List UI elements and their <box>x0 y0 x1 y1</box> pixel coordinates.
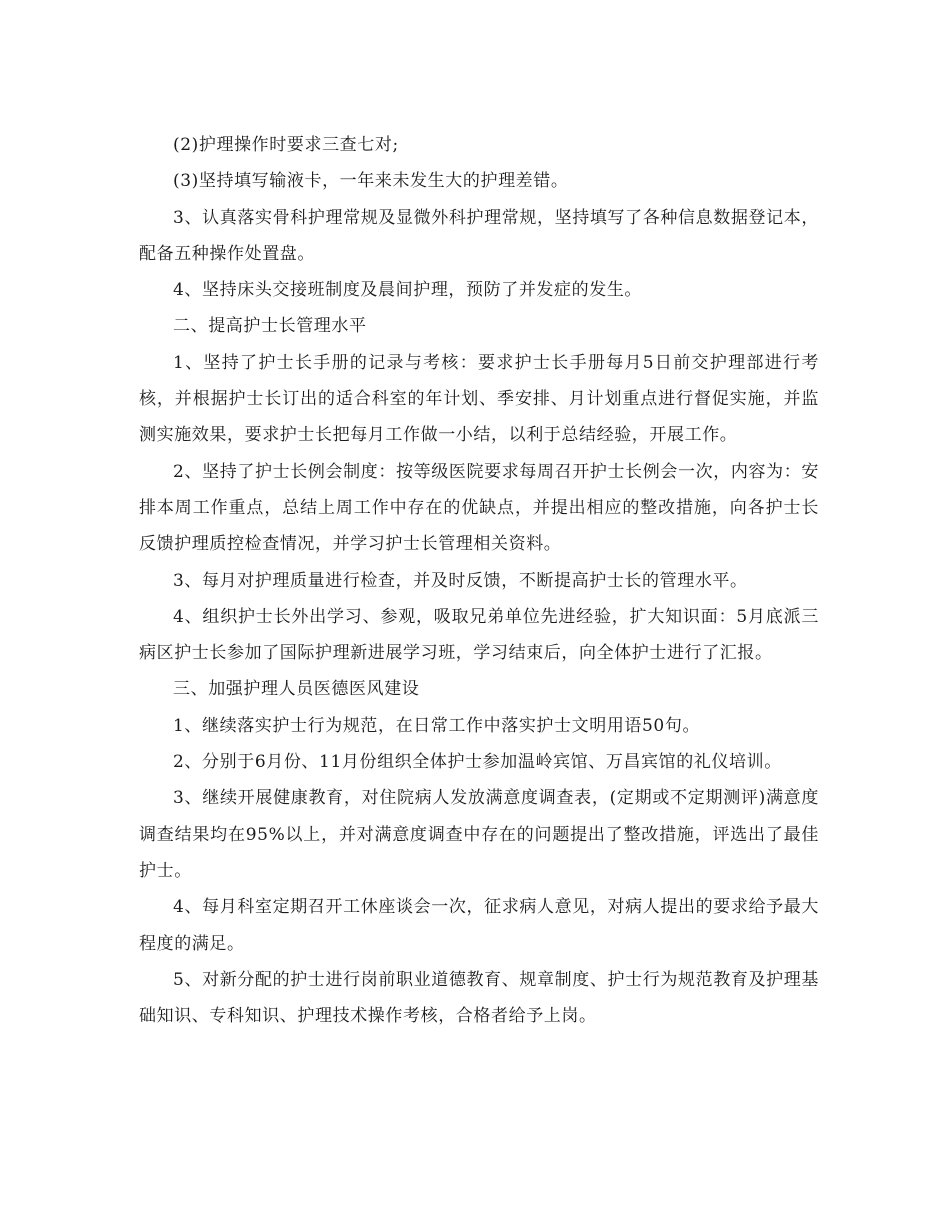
document-body <box>139 127 819 1034</box>
paragraph-item-orthopedic-care: 3、认真落实骨科护理常规及显微外科护理常规，坚持填写了各种信息数据登记本，配备五种操作处置盘。 <box>139 207 819 264</box>
paragraph-item-head-nurse-manual: 1、坚持了护士长手册的记录与考核：要求护士长手册每月5日前交护理部进行考核，并根据护士长订出的适合科室的年计划、季安排、月计划重点进行督促实施，并监测实施效果，要求护士长把每月工作做一小结，以利于总结经验，开展工作。 <box>139 352 819 446</box>
paragraph-item-2-rule: (2)护理操作时要求三查七对; <box>173 135 399 155</box>
paragraph-item-etiquette-training: 2、分别于6月份、11月份组织全体护士参加温岭宾馆、万昌宾馆的礼仪培训。 <box>173 752 782 773</box>
paragraph-item-health-education: 3、继续开展健康教育，对住院病人发放满意度调查表，(定期或不定期测评)满意度调查结果均在95%以上，并对满意度调查中存在的问题提出了整改措施，评选出了最佳护士。 <box>139 788 819 881</box>
section-heading-head-nurse-management: 二、提高护士长管理水平 <box>173 316 367 337</box>
paragraph-item-quality-inspection: 3、每月对护理质量进行检查，并及时反馈，不断提高护士长的管理水平。 <box>173 570 748 591</box>
section-heading-medical-ethics: 三、加强护理人员医德医风建设 <box>173 679 420 700</box>
paragraph-item-bedside-handover: 4、坚持床头交接班制度及晨间护理，预防了并发症的发生。 <box>173 280 643 301</box>
paragraph-item-head-nurse-meeting: 2、坚持了护士长例会制度：按等级医院要求每周召开护士长例会一次，内容为：安排本周工作重点，总结上周工作中存在的优缺点，并提出相应的整改措施，向各护士长反馈护理质控检查情况，并学习护士长管理相关资料。 <box>139 461 819 555</box>
paragraph-item-behavior-norms: 1、继续落实护士行为规范，在日常工作中落实护士文明用语50句。 <box>173 715 701 736</box>
paragraph-item-3-infusion-card: (3)坚持填写输液卡，一年来未发生大的护理差错。 <box>173 171 569 192</box>
paragraph-item-patient-forum: 4、每月科室定期召开工休座谈会一次，征求病人意见，对病人提出的要求给予最大程度的满足。 <box>139 897 819 954</box>
paragraph-item-new-nurse-training: 5、对新分配的护士进行岗前职业道德教育、规章制度、护士行为规范教育及护理基础知识、专科知识、护理技术操作考核，合格者给予上岗。 <box>139 969 819 1027</box>
paragraph-item-external-study: 4、组织护士长外出学习、参观，吸取兄弟单位先进经验，扩大知识面：5月底派三病区护士长参加了国际护理新进展学习班，学习结束后，向全体护士进行了汇报。 <box>139 606 819 664</box>
